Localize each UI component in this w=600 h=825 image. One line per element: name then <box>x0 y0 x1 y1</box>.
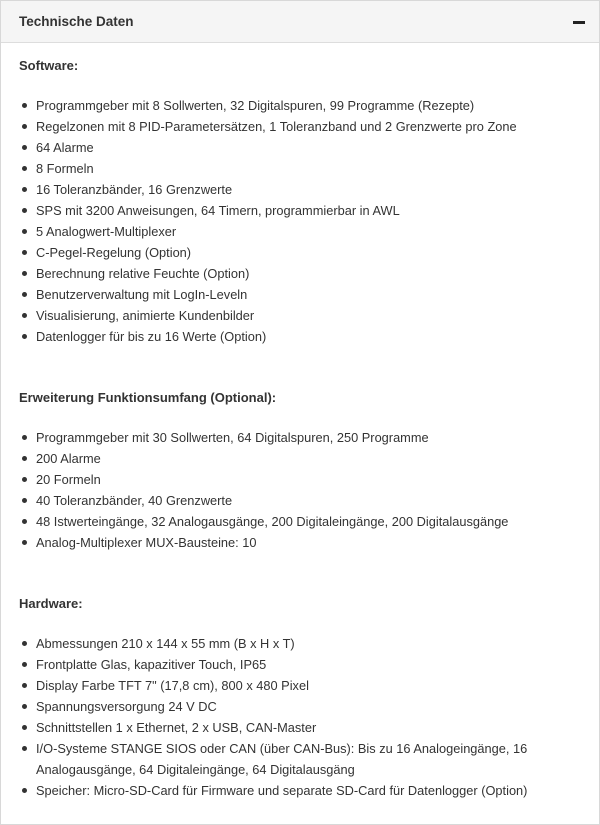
list-item: Datenlogger für bis zu 16 Werte (Option) <box>19 326 581 347</box>
section-title-extension: Erweiterung Funktionsumfang (Optional): <box>19 390 277 405</box>
list-item: Visualisierung, animierte Kundenbilder <box>19 305 581 326</box>
list-item: Regelzonen mit 8 PID-Parametersätzen, 1 Toleranzband und 2 Grenzwerte pro Zone <box>19 116 581 137</box>
list-item: 5 Analogwert-Multiplexer <box>19 221 581 242</box>
panel-title: Technische Daten <box>19 14 134 29</box>
list-item: 20 Formeln <box>19 469 581 490</box>
list-item: Speicher: Micro-SD-Card für Firmware und separate SD-Card für Datenlogger (Option) <box>19 780 581 801</box>
list-item: Display Farbe TFT 7" (17,8 cm), 800 x 480 Pixel <box>19 675 581 696</box>
spacer <box>19 553 581 595</box>
list-item: Programmgeber mit 30 Sollwerten, 64 Digitalspuren, 250 Programme <box>19 427 581 448</box>
list-item: Spannungsversorgung 24 V DC <box>19 696 581 717</box>
list-item: Schnittstellen 1 x Ethernet, 2 x USB, CAN-Master <box>19 717 581 738</box>
list-item: 40 Toleranzbänder, 40 Grenzwerte <box>19 490 581 511</box>
list-item: Abmessungen 210 x 144 x 55 mm (B x H x T) <box>19 633 581 654</box>
minus-icon[interactable] <box>573 16 585 28</box>
list-item: 8 Formeln <box>19 158 581 179</box>
list-item: C-Pegel-Regelung (Option) <box>19 242 581 263</box>
hardware-list <box>19 633 581 801</box>
list-item: Programmgeber mit 8 Sollwerten, 32 Digitalspuren, 99 Programme (Rezepte) <box>19 95 581 116</box>
section-title-software: Software: <box>19 58 79 73</box>
spacer <box>19 347 581 389</box>
software-list <box>19 95 581 347</box>
list-item: 200 Alarme <box>19 448 581 469</box>
list-item: I/O-Systeme STANGE SIOS oder CAN (über CAN-Bus): Bis zu 16 Analogeingänge, 16 Analogausgänge, 64 Digitaleingänge, 64 Digitalausgäng <box>19 738 581 780</box>
section-title-hardware: Hardware: <box>19 596 83 611</box>
list-item: Berechnung relative Feuchte (Option) <box>19 263 581 284</box>
list-item: SPS mit 3200 Anweisungen, 64 Timern, programmierbar in AWL <box>19 200 581 221</box>
list-item: Analog-Multiplexer MUX-Bausteine: 10 <box>19 532 581 553</box>
list-item: Benutzerverwaltung mit LogIn-Leveln <box>19 284 581 305</box>
list-item: Frontplatte Glas, kapazitiver Touch, IP65 <box>19 654 581 675</box>
list-item: 16 Toleranzbänder, 16 Grenzwerte <box>19 179 581 200</box>
list-item: 64 Alarme <box>19 137 581 158</box>
panel-body <box>1 43 599 801</box>
list-item: 48 Istwerteingänge, 32 Analogausgänge, 200 Digitaleingänge, 200 Digitalausgänge <box>19 511 581 532</box>
extension-list <box>19 427 581 553</box>
panel-header[interactable] <box>1 1 599 43</box>
